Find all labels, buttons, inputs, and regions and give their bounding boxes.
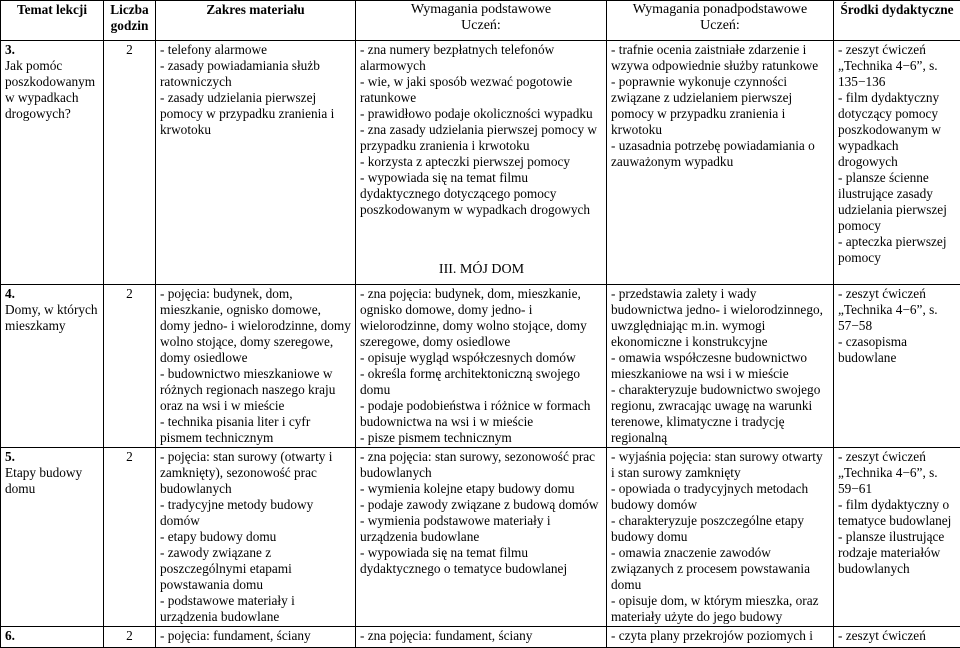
lesson-number: 4.	[5, 286, 15, 301]
advanced-requirements-cell: - wyjaśnia pojęcia: stan surowy otwarty i stan surowy zamknięty - opowiada o tradycyjnych metodach budowy domów - charakteryzuje poszczególne etapy budowy domu - omawia znaczenie zawodów związanych z procesem powstawania domu - opisuje dom, w którym mieszka, oraz materiały użyte do jego budowy	[607, 448, 834, 627]
table-row	[1, 448, 960, 627]
section-heading: III. MÓJ DOM	[356, 262, 607, 278]
scope-cell: - pojęcia: fundament, ściany	[156, 627, 356, 648]
basic-requirements-cell: - zna pojęcia: budynek, dom, mieszkanie, ognisko domowe, domy jedno- i wielorodzinne, domy wolno stojące, domy szeregowe, domy osiedlowe - opisuje wygląd współczesnych domów - określa formę architektoniczną swojego domu - podaje podobieństwa i różnice w formach budownictwa na wsi i w mieście - pisze pismem technicznym	[356, 285, 607, 448]
topic-cell	[1, 627, 104, 648]
header-scope: Zakres materiału	[156, 1, 356, 41]
advanced-requirements-cell: - trafnie ocenia zaistniałe zdarzenie i wzywa odpowiednie służby ratunkowe - poprawnie wykonuje czynności związane z udzielaniem pierwszej pomocy w przypadku zranienia i krwotoku - uzasadnia potrzebę powiadamiania o zauważonym wypadku	[607, 41, 834, 285]
table-row	[1, 627, 960, 648]
hours-cell: 2	[104, 448, 156, 627]
resources-cell: - zeszyt ćwiczeń „Technika 4−6”, s. 57−58 - czasopisma budowlane	[834, 285, 960, 448]
lesson-number: 5.	[5, 449, 15, 464]
table-row	[1, 285, 960, 448]
header-basic-requirements: Wymagania podstawowe Uczeń:	[356, 1, 607, 41]
table-row	[1, 41, 960, 285]
header-advanced-requirements: Wymagania ponadpodstawowe Uczeń:	[607, 1, 834, 41]
advanced-requirements-cell: - przedstawia zalety i wady budownictwa jedno- i wielorodzinnego, uwzględniając m.in. wymogi ekonomiczne i konstrukcyjne - omawia współczesne budownictwo mieszkaniowe na wsi i w mieście - charakteryzuje budownictwo swojego regionu, zwracając uwagę na warunki terenowe, klimatyczne i tradycję regionalną	[607, 285, 834, 448]
lesson-topic: Domy, w których mieszkamy	[5, 302, 98, 333]
lesson-number: 3.	[5, 42, 15, 57]
hours-cell: 2	[104, 41, 156, 285]
scope-cell: - telefony alarmowe - zasady powiadamiania służb ratowniczych - zasady udzielania pierwszej pomocy w przypadku zranienia i krwotoku	[156, 41, 356, 285]
header-resources: Środki dydaktyczne	[834, 1, 960, 41]
hours-cell: 2	[104, 627, 156, 648]
resources-cell: - zeszyt ćwiczeń „Technika 4−6”, s. 59−61 - film dydaktyczny o tematyce budowlanej - plansze ilustrujące rodzaje materiałów budowlanych	[834, 448, 960, 627]
advanced-requirements-cell: - czyta plany przekrojów poziomych i	[607, 627, 834, 648]
lesson-number: 6.	[5, 628, 15, 643]
hours-cell: 2	[104, 285, 156, 448]
header-hours: Liczba godzin	[104, 1, 156, 41]
topic-cell	[1, 285, 104, 448]
resources-cell: - zeszyt ćwiczeń	[834, 627, 960, 648]
lesson-topic: Etapy budowy domu	[5, 465, 82, 496]
header-topic: Temat lekcji	[1, 1, 104, 41]
scope-cell: - pojęcia: stan surowy (otwarty i zamknięty), sezonowość prac budowlanych - tradycyjne metody budowy domów - etapy budowy domu - zawody związane z poszczególnymi etapami powstawania domu - podstawowe materiały i urządzenia budowlane	[156, 448, 356, 627]
topic-cell	[1, 41, 104, 285]
lesson-topic: Jak pomóc poszkodowanym w wypadkach drogowych?	[5, 58, 95, 121]
header-row	[1, 1, 960, 41]
basic-requirements-cell: - zna pojęcia: fundament, ściany	[356, 627, 607, 648]
topic-cell	[1, 448, 104, 627]
basic-requirements-cell: - zna numery bezpłatnych telefonów alarmowych - wie, w jaki sposób wezwać pogotowie ratunkowe - prawidłowo podaje okoliczności wypadku - zna zasady udzielania pierwszej pomocy w przypadku zranienia i krwotoku - korzysta z apteczki pierwszej pomocy - wypowiada się na temat filmu dydaktycznego dotyczącego pomocy poszkodowanym w wypadkach drogowych	[356, 41, 607, 285]
scope-cell: - pojęcia: budynek, dom, mieszkanie, ognisko domowe, domy jedno- i wielorodzinne, domy wolno stojące, domy szeregowe, domy osiedlowe - budownictwo mieszkaniowe w różnych regionach naszego kraju oraz na wsi i w mieście - technika pisania liter i cyfr pismem technicznym	[156, 285, 356, 448]
resources-cell: - zeszyt ćwiczeń „Technika 4−6”, s. 135−136 - film dydaktyczny dotyczący pomocy poszkodowanym w wypadkach drogowych - plansze ścienne ilustrujące zasady udzielania pierwszej pomocy - apteczka pierwszej pomocy	[834, 41, 960, 285]
basic-requirements-cell: - zna pojęcia: stan surowy, sezonowość prac budowlanych - wymienia kolejne etapy budowy domu - podaje zawody związane z budową domów - wymienia podstawowe materiały i urządzenia budowlane - wypowiada się na temat filmu dydaktycznego o tematyce budowlanej	[356, 448, 607, 627]
